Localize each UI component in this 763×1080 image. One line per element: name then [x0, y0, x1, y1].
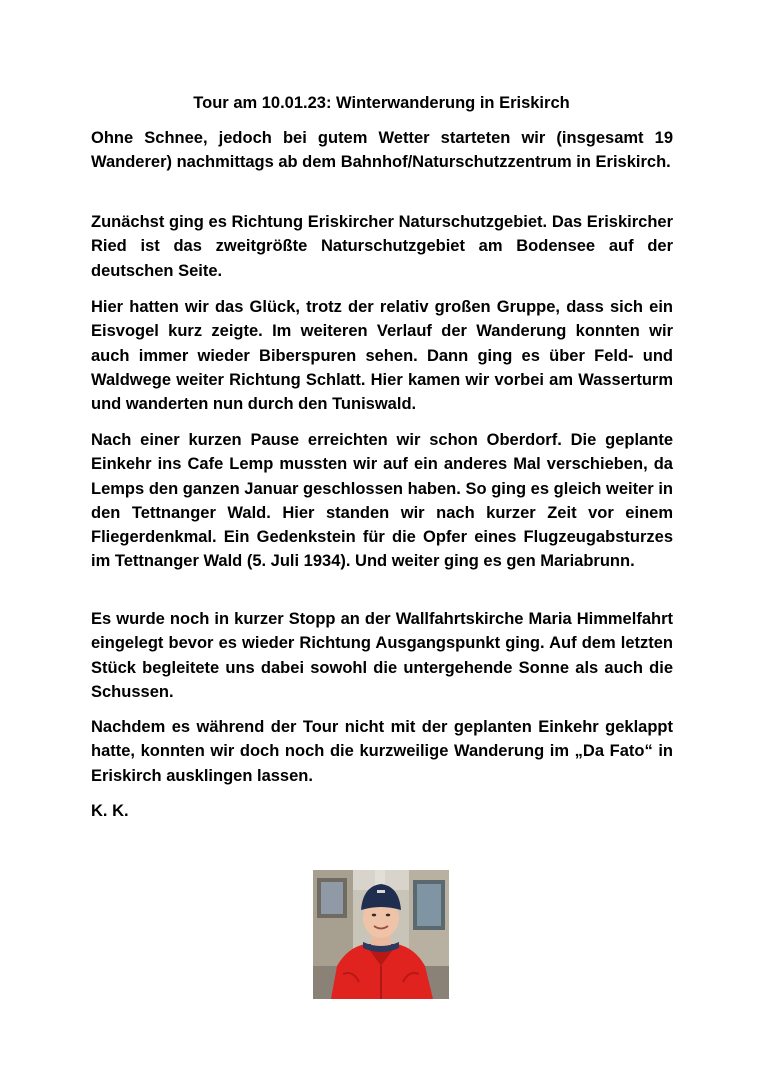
signature: K. K.: [91, 802, 129, 820]
document-title: Tour am 10.01.23: Winterwanderung in Eriskirch: [193, 94, 570, 112]
paragraph-oberdorf: Nach einer kurzen Pause erreichten wir schon Oberdorf. Die geplante Einkehr ins Cafe Lemp mussten wir auf ein anderes Mal verschieben, da Lemps den ganzen Januar geschlossen haben. So ging es gleich weiter in den Tettnanger Wald. Hier standen wir nach kurzer Zeit vor einem Fliegerdenkmal. Ein Gedenkstein für die Opfer eines Flugzeugabsturzes im Tettnanger Wald (5. Juli 1934). Und weiter ging es gen Mariabrunn.: [91, 431, 673, 571]
paragraph-nature-reserve: Zunächst ging es Richtung Eriskircher Naturschutzgebiet. Das Eriskircher Ried ist das zweitgrößte Naturschutzgebiet am Bodensee auf der deutschen Seite.: [91, 213, 673, 280]
paragraph-start: Ohne Schnee, jedoch bei gutem Wetter starteten wir (insgesamt 19 Wanderer) nachmittags ab dem Bahnhof/Naturschutzzentrum in Eriskirch.: [91, 129, 673, 172]
paragraph-wallfahrtskirche: Es wurde noch in kurzer Stopp an der Wallfahrtskirche Maria Himmelfahrt eingelegt bevor es wieder Richtung Ausgangspunkt ging. Auf dem letzten Stück begleitete uns dabei sowohl die untergehende Sonne als auch die Schussen.: [91, 610, 673, 701]
author-photo: [313, 870, 449, 999]
paragraph-da-fato: Nachdem es während der Tour nicht mit der geplanten Einkehr geklappt hatte, konnten wir doch noch die kurzweilige Wanderung im „Da Fato“ in Eriskirch ausklingen lassen.: [91, 718, 673, 785]
paragraph-kingfisher: Hier hatten wir das Glück, trotz der relativ großen Gruppe, dass sich ein Eisvogel kurz zeigte. Im weiteren Verlauf der Wanderung konnten wir auch immer wieder Biberspuren sehen. Dann ging es über Feld- und Waldwege weiter Richtung Schlatt. Hier kamen wir vorbei am Wasserturm und wanderten nun durch den Tuniswald.: [91, 298, 673, 414]
